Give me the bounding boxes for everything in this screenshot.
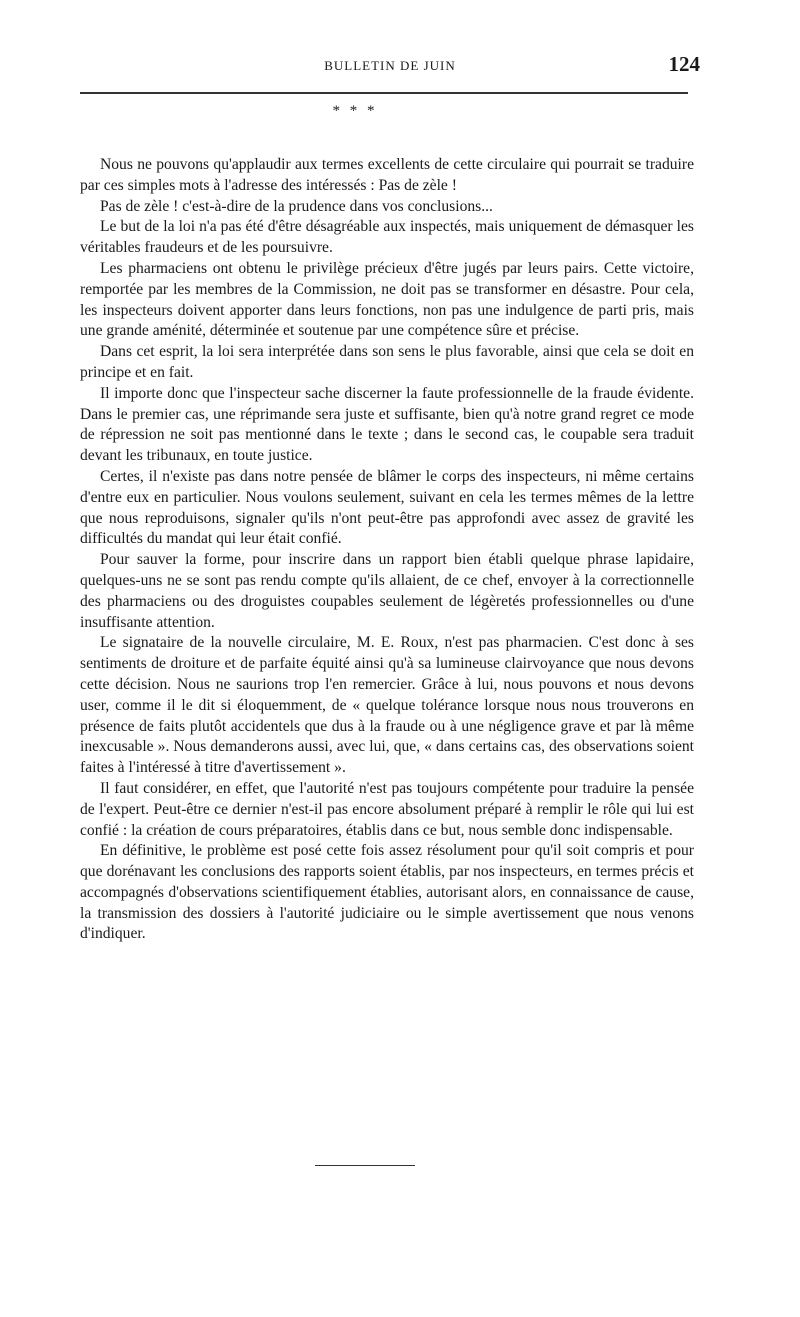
- paragraph: En définitive, le problème est posé cette fois assez résolument pour qu'il soit compris et pour que dorénavant les conclusions des rapports soient établis, par nos inspecteurs, en termes précis et accompagnés d'observations scientifiquement établies, autorisant alors, en connaissance de cause, la transmission des dossiers à l'autorité judiciaire ou le simple avertissement que nous venons d'indiquer.: [80, 842, 694, 943]
- paragraph: Le but de la loi n'a pas été d'être désagréable aux inspectés, mais uniquement de démasquer les véritables fraudeurs et de les poursuivre.: [80, 218, 694, 257]
- running-title: BULLETIN DE JUIN: [324, 58, 456, 73]
- article-body: [80, 155, 694, 945]
- page-number: 124: [668, 52, 700, 76]
- paragraph: Le signataire de la nouvelle circulaire, M. E. Roux, n'est pas pharmacien. C'est donc à ses sentiments de droiture et de parfaite équité ainsi qu'à sa lumineuse clairvoyance que nous devons cette décision. Nous ne saurions trop l'en remercier. Grâce à lui, nous pouvons et nous devons user, comme il le dit si éloquemment, de « quelque tolérance lorsque nous nous trouverons en présence de faits plutôt accidentels que dus à la fraude ou à une négligence grave et par là même inexcusable ». Nous demanderons aussi, avec lui, que, « dans certains cas, des observations soient faites à l'intéressé à titre d'avertissement ».: [80, 634, 694, 777]
- paragraph: Pas de zèle ! c'est-à-dire de la prudence dans vos conclusions...: [100, 197, 493, 215]
- paragraph: Dans cet esprit, la loi sera interprétée dans son sens le plus favorable, ainsi que cela se doit en principe et en fait.: [80, 343, 694, 381]
- running-header: [80, 52, 700, 82]
- paragraph: Il faut considérer, en effet, que l'autorité n'est pas toujours compétente pour traduire la pensée de l'expert. Peut-être ce dernier n'est-il pas encore absolument préparé à remplir le rôle qui lui est confié : la création de cours préparatoires, établis dans ce but, nous semble donc indispensable.: [80, 779, 694, 839]
- asterism-ornament: * * *: [332, 103, 378, 119]
- paragraph: Certes, il n'existe pas dans notre pensée de blâmer le corps des inspecteurs, ni même certains d'entre eux en particulier. Nous voulons seulement, suivant en cela les termes mêmes de la lettre que nous reproduisons, signaler qu'ils n'ont peut-être pas approfondi avec assez de gravité les difficultés du mandat qui leur était confié.: [80, 467, 694, 548]
- paragraph: Les pharmaciens ont obtenu le privilège précieux d'être jugés par leurs pairs. Cette victoire, remportée par les membres de la Commission, ne doit pas se transformer en désastre. Pour cela, les inspecteurs doivent apporter dans leurs fonctions, non pas une indulgence de parti pris, mais une grande aménité, déterminée et soutenue par une compétence sûre et précise.: [80, 259, 694, 340]
- header-rule: [80, 92, 688, 94]
- end-rule: [315, 1165, 415, 1166]
- paragraph: Pour sauver la forme, pour inscrire dans un rapport bien établi quelque phrase lapidaire, quelques-uns ne se sont pas rendu compte qu'ils allaient, de ce chef, envoyer à la correctionnelle des pharmaciens ou des droguistes coupables seulement de légèretés professionnelles ou d'une insuffisante attention.: [80, 551, 694, 631]
- paragraph: Nous ne pouvons qu'applaudir aux termes excellents de cette circulaire qui pourrait se traduire par ces simples mots à l'adresse des intéressés : Pas de zèle !: [80, 156, 694, 194]
- paragraph: Il importe donc que l'inspecteur sache discerner la faute professionnelle de la fraude évidente. Dans le premier cas, une réprimande sera juste et suffisante, bien qu'à notre grand regret ce mode de répression ne soit pas mentionné dans le texte ; dans le second cas, le coupable sera traduit devant les tribunaux, en toute justice.: [80, 384, 694, 465]
